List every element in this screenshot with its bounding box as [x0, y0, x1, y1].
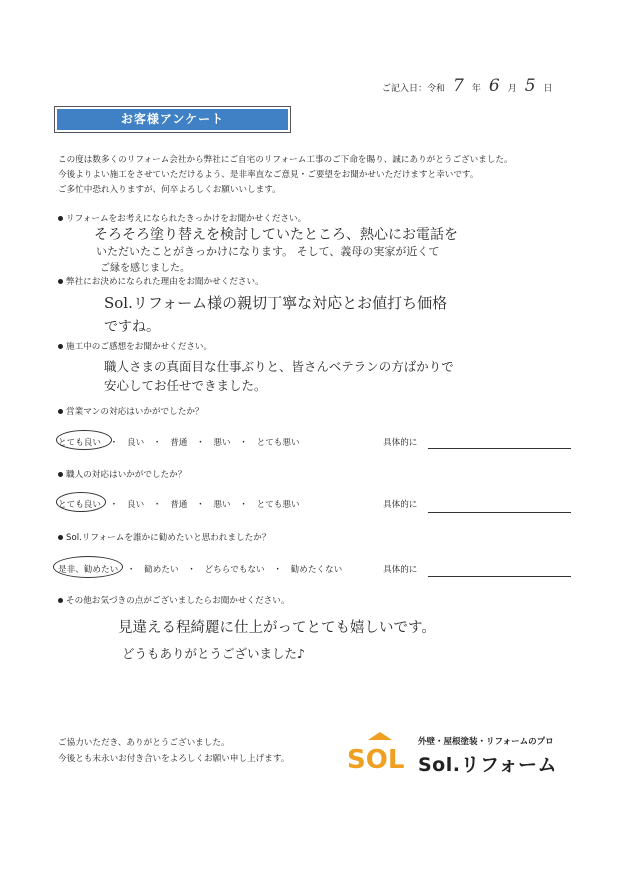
- option-4-3[interactable]: 普通: [170, 438, 188, 448]
- date-year: 7: [453, 76, 464, 96]
- question-3: [58, 340, 212, 352]
- question-4: [58, 405, 204, 417]
- bullet-icon: [58, 344, 63, 349]
- separator: ・: [196, 438, 205, 448]
- detail-label-4: 具体的に: [383, 438, 418, 448]
- intro-line-3: ご多忙中恐れ入りますが、何卒よろしくお願いいします。: [58, 185, 281, 195]
- question-6-label: Sol.リフォームを誰かに勧めたいと思われましたか？: [66, 533, 271, 543]
- question-6: [58, 531, 270, 543]
- option-6-4[interactable]: 勧めたくない: [290, 565, 343, 575]
- question-2-label: 弊社にお決めになられた理由をお聞かせください。: [66, 277, 264, 287]
- detail-field-5[interactable]: [428, 512, 571, 513]
- date-day: 5: [524, 76, 536, 96]
- option-4-4[interactable]: 悪い: [213, 438, 231, 448]
- question-1-label: リフォームをお考えになられたきっかけをお聞かせください。: [66, 214, 307, 224]
- question-7: [58, 594, 289, 606]
- date-month-unit: 月: [507, 84, 517, 94]
- date-day-unit: 日: [543, 84, 553, 94]
- answer-3-line-1: 職人さまの真面目な仕事ぶりと、皆さんベテランの方ばかりで: [104, 359, 454, 374]
- bullet-icon: [58, 216, 63, 221]
- rating-4: [58, 436, 300, 448]
- option-5-4[interactable]: 悪い: [213, 500, 231, 510]
- intro-line-1: この度は数多くのリフォーム会社から弊社にご自宅のリフォーム工事のご下命を賜り、誠にありがとうございました。: [58, 155, 513, 165]
- rating-5: [58, 498, 300, 510]
- option-4-1[interactable]: とても良い: [58, 438, 101, 448]
- sol-logo-icon: [346, 732, 406, 772]
- detail-label-6: 具体的に: [383, 565, 418, 575]
- date-year-unit: 年: [471, 84, 481, 94]
- detail-field-4[interactable]: [428, 448, 571, 449]
- option-5-5[interactable]: とても悪い: [256, 500, 300, 510]
- logo-name: Sol.リフォーム: [418, 754, 558, 776]
- option-6-2[interactable]: 勧めたい: [144, 565, 179, 575]
- answer-7-line-2: どうもありがとうございました♪: [122, 646, 305, 661]
- separator: ・: [196, 500, 205, 510]
- option-6-3[interactable]: どちらでもない: [204, 565, 265, 575]
- rating-6: [58, 563, 342, 575]
- answer-1-line-3: ご縁を感じました。: [100, 263, 190, 274]
- option-5-3[interactable]: 普通: [170, 500, 188, 510]
- logo-tagline: 外壁・屋根塗装・リフォームのプロ: [418, 737, 554, 747]
- bullet-icon: [58, 279, 63, 284]
- separator: ・: [152, 500, 162, 510]
- entry-date: [382, 76, 553, 96]
- logo-mark-text: SOL: [347, 745, 405, 772]
- footer-line-2: 今後とも末永いお付き合いをよろしくお願い申し上げます。: [58, 754, 290, 764]
- question-5: [58, 468, 186, 480]
- page-title: お客様アンケート: [57, 109, 288, 130]
- separator: ・: [109, 500, 119, 510]
- question-1: [58, 212, 306, 224]
- answer-2-line-2: ですね。: [104, 319, 160, 335]
- bullet-icon: [58, 409, 63, 414]
- date-month: 6: [488, 76, 500, 96]
- detail-label-5: 具体的に: [383, 500, 418, 510]
- answer-7-line-1: 見違える程綺麗に仕上がってとても嬉しいです。: [118, 620, 436, 636]
- separator: ・: [152, 438, 162, 448]
- question-3-label: 施工中のご感想をお聞かせください。: [66, 342, 213, 352]
- bullet-icon: [58, 598, 63, 603]
- question-4-label: 営業マンの対応はいかがでしたか？: [66, 407, 204, 417]
- survey-title-box: [54, 106, 291, 133]
- question-7-label: その他お気づきの点がございましたらお聞かせください。: [66, 596, 290, 606]
- bullet-icon: [58, 535, 63, 540]
- separator: ・: [239, 438, 248, 448]
- answer-3-line-2: 安心してお任せできました。: [104, 378, 267, 393]
- answer-1-line-2: いただいたことがきっかけになります。 そして、義母の実家が近くて: [96, 245, 440, 258]
- separator: ・: [109, 438, 119, 448]
- question-2: [58, 275, 264, 287]
- separator: ・: [126, 565, 136, 575]
- option-6-1[interactable]: 是非、勧めたい: [58, 565, 119, 575]
- date-label: ご記入日：令和: [382, 84, 446, 94]
- answer-1-line-1: そろそろ塗り替えを検討していたところ、熱心にお電話を: [94, 227, 458, 243]
- option-5-1[interactable]: とても良い: [58, 500, 101, 510]
- bullet-icon: [58, 472, 63, 477]
- answer-2-line-1: Sol.リフォーム様の親切丁寧な対応とお値打ち価格: [104, 294, 448, 312]
- option-5-2[interactable]: 良い: [126, 500, 145, 510]
- separator: ・: [273, 565, 282, 575]
- footer-line-1: ご協力いただき、ありがとうございました。: [58, 738, 230, 748]
- separator: ・: [239, 500, 248, 510]
- detail-field-6[interactable]: [428, 576, 571, 577]
- intro-line-2: 今後よりよい施工をさせていただけるよう、是非率直なご意見・ご要望をお聞かせいただけますと幸いです。: [58, 170, 479, 180]
- option-4-2[interactable]: 良い: [126, 438, 145, 448]
- separator: ・: [187, 565, 196, 575]
- question-5-label: 職人の対応はいかがでしたか？: [66, 470, 187, 480]
- option-4-5[interactable]: とても悪い: [256, 438, 300, 448]
